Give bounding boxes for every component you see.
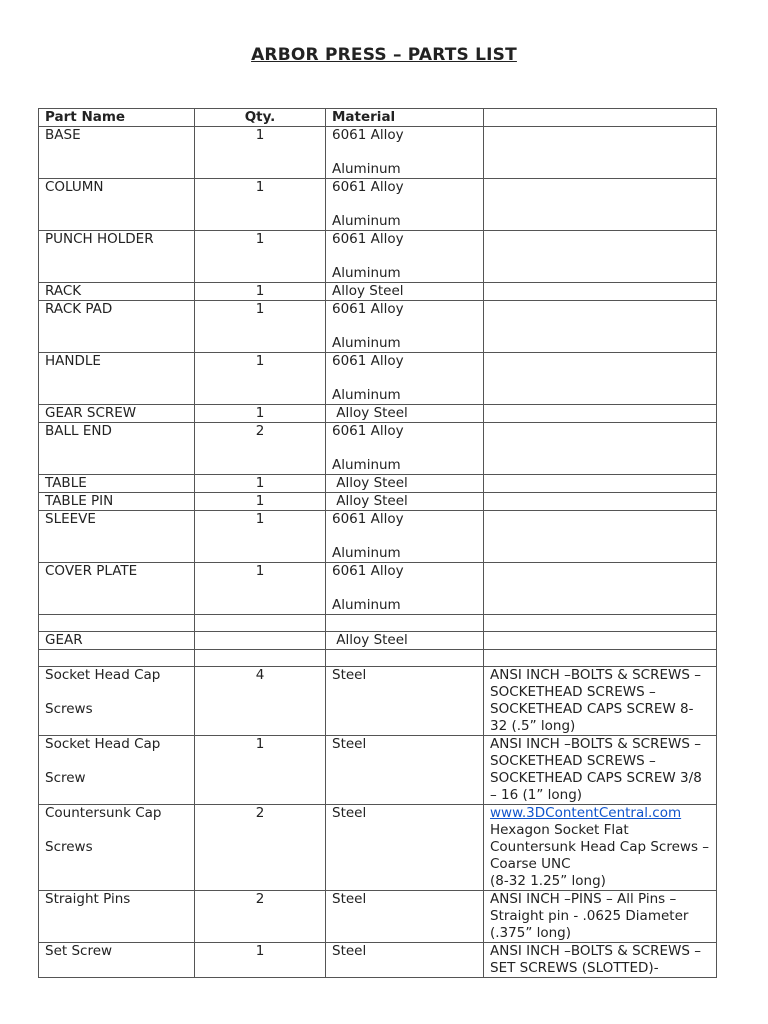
part-material: Alloy Steel: [326, 493, 484, 511]
table-row: [39, 493, 717, 511]
part-notes: Hexagon Socket Flat Countersunk Head Cap Screws – Coarse UNC (8-32 1.25” long): [490, 822, 710, 889]
part-name: Countersunk Cap Screws: [39, 805, 195, 891]
part-material: 6061 Alloy Aluminum: [326, 353, 484, 405]
table-row: [39, 283, 717, 301]
header-notes: [484, 109, 717, 127]
table-row: [39, 179, 717, 231]
table-header-row: [39, 109, 717, 127]
part-qty: 2: [195, 805, 326, 891]
part-material: Alloy Steel: [326, 283, 484, 301]
part-qty: 1: [195, 405, 326, 423]
part-material: Alloy Steel: [326, 632, 484, 650]
content-central-link[interactable]: www.3DContentCentral.com: [490, 805, 682, 821]
part-material: Steel: [326, 805, 484, 891]
part-material: 6061 Alloy Aluminum: [326, 563, 484, 615]
part-notes: [484, 405, 717, 423]
part-notes: [484, 353, 717, 405]
part-notes: [484, 650, 717, 667]
part-notes: [484, 283, 717, 301]
part-name: Straight Pins: [39, 891, 195, 943]
table-row: [39, 231, 717, 283]
table-row: [39, 650, 717, 667]
table-row: [39, 632, 717, 650]
table-row: [39, 805, 717, 891]
part-notes: ANSI INCH –PINS – All Pins – Straight pin - .0625 Diameter (.375” long): [484, 891, 717, 943]
part-name: [39, 615, 195, 632]
table-row: [39, 405, 717, 423]
table-row: [39, 301, 717, 353]
part-name: COLUMN: [39, 179, 195, 231]
part-notes: ANSI INCH –BOLTS & SCREWS – SOCKETHEAD SCREWS – SOCKETHEAD CAPS SCREW 8-32 (.5” long): [484, 667, 717, 736]
part-material: Steel: [326, 736, 484, 805]
part-qty: 1: [195, 736, 326, 805]
part-name: TABLE PIN: [39, 493, 195, 511]
part-qty: 1: [195, 353, 326, 405]
table-row: [39, 891, 717, 943]
part-notes: [484, 231, 717, 283]
page-title: ARBOR PRESS – PARTS LIST: [251, 45, 517, 65]
part-qty: 1: [195, 179, 326, 231]
part-qty: 1: [195, 475, 326, 493]
part-name: BALL END: [39, 423, 195, 475]
part-qty: 1: [195, 511, 326, 563]
part-qty: [195, 650, 326, 667]
part-notes: [484, 127, 717, 179]
part-name: [39, 650, 195, 667]
part-qty: [195, 632, 326, 650]
part-material: Steel: [326, 667, 484, 736]
table-row: [39, 511, 717, 563]
parts-table: [38, 108, 717, 978]
part-notes: [484, 563, 717, 615]
part-name: GEAR SCREW: [39, 405, 195, 423]
part-name: BASE: [39, 127, 195, 179]
table-row: [39, 563, 717, 615]
part-name: Set Screw: [39, 943, 195, 978]
part-material: Steel: [326, 943, 484, 978]
part-material: 6061 Alloy Aluminum: [326, 231, 484, 283]
table-row: [39, 667, 717, 736]
part-notes: [484, 179, 717, 231]
part-material: 6061 Alloy Aluminum: [326, 179, 484, 231]
part-material: 6061 Alloy Aluminum: [326, 511, 484, 563]
header-part-name: Part Name: [39, 109, 195, 127]
part-material: Alloy Steel: [326, 475, 484, 493]
table-row: [39, 127, 717, 179]
table-row: [39, 353, 717, 405]
part-qty: 2: [195, 891, 326, 943]
part-material: [326, 615, 484, 632]
part-name: SLEEVE: [39, 511, 195, 563]
part-qty: 1: [195, 943, 326, 978]
part-name: TABLE: [39, 475, 195, 493]
part-qty: [195, 615, 326, 632]
part-qty: 1: [195, 563, 326, 615]
part-notes: [484, 511, 717, 563]
part-notes: [484, 475, 717, 493]
part-name: RACK: [39, 283, 195, 301]
header-material: Material: [326, 109, 484, 127]
part-material: Alloy Steel: [326, 405, 484, 423]
part-name: Socket Head Cap Screw: [39, 736, 195, 805]
part-name: GEAR: [39, 632, 195, 650]
part-notes: [484, 615, 717, 632]
part-qty: 1: [195, 127, 326, 179]
part-name: PUNCH HOLDER: [39, 231, 195, 283]
part-name: HANDLE: [39, 353, 195, 405]
table-row: [39, 475, 717, 493]
table-row: [39, 943, 717, 978]
part-notes: [484, 301, 717, 353]
part-name: Socket Head Cap Screws: [39, 667, 195, 736]
table-row: [39, 423, 717, 475]
part-name: RACK PAD: [39, 301, 195, 353]
table-row: [39, 736, 717, 805]
part-material: 6061 Alloy Aluminum: [326, 301, 484, 353]
part-name: COVER PLATE: [39, 563, 195, 615]
part-qty: 1: [195, 301, 326, 353]
part-qty: 4: [195, 667, 326, 736]
part-qty: 1: [195, 283, 326, 301]
table-row: [39, 615, 717, 632]
header-qty: Qty.: [195, 109, 326, 127]
part-notes: ANSI INCH –BOLTS & SCREWS – SET SCREWS (SLOTTED)-: [484, 943, 717, 978]
part-material: [326, 650, 484, 667]
part-material: 6061 Alloy Aluminum: [326, 423, 484, 475]
part-material: Steel: [326, 891, 484, 943]
part-notes: [484, 632, 717, 650]
part-notes-cell: [484, 805, 717, 891]
part-qty: 2: [195, 423, 326, 475]
part-qty: 1: [195, 493, 326, 511]
part-notes: [484, 493, 717, 511]
part-material: 6061 Alloy Aluminum: [326, 127, 484, 179]
part-notes: [484, 423, 717, 475]
part-qty: 1: [195, 231, 326, 283]
part-notes: ANSI INCH –BOLTS & SCREWS – SOCKETHEAD SCREWS – SOCKETHEAD CAPS SCREW 3/8 – 16 (1” long): [484, 736, 717, 805]
